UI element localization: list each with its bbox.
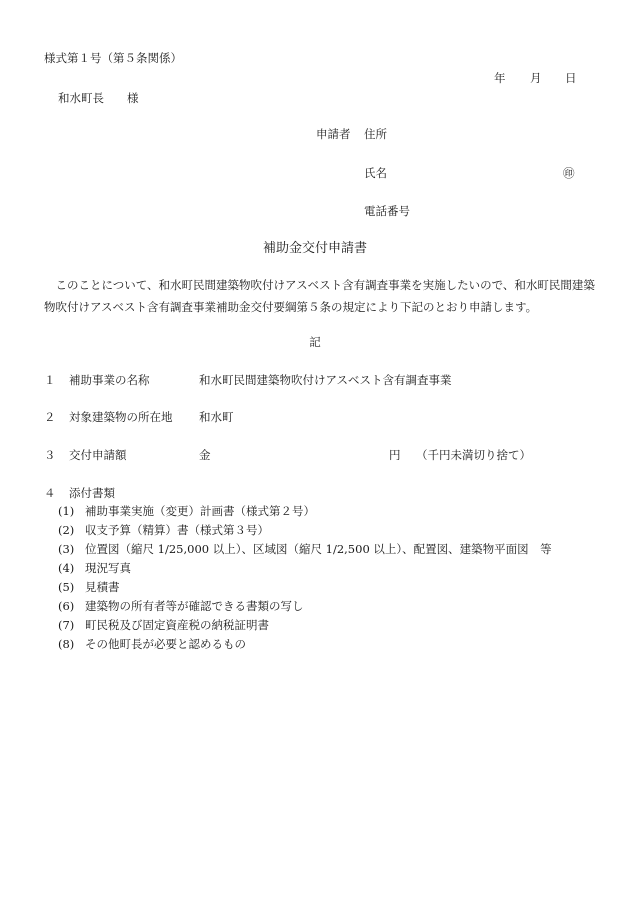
addressee: 和水町長 様 [58,91,139,105]
attachment-number: (1) [58,504,75,518]
item-3-note: （千円未満切り捨て） [416,448,531,462]
form-label: 様式第１号（第５条関係） [44,51,182,65]
seal-mark: ㊞ [563,166,575,180]
attachment-number: (7) [58,618,75,632]
attachment-text: 位置図（縮尺 1/25,000 以上）、区域図（縮尺 1/2,500 以上）、配置図、建築物平面図 等 [85,542,552,556]
attachment-number: (8) [58,637,75,651]
attachment-text: 建築物の所有者等が確認できる書類の写し [85,599,304,613]
item-1-number: １ [44,373,56,387]
applicant-role-label: 申請者 [316,127,351,141]
item-3-unit: 円 [389,448,401,462]
item-4-number: ４ [44,486,56,500]
name-label: 氏名 [364,166,387,180]
attachment-number: (4) [58,561,75,575]
item-3-label: 交付申請額 [69,448,127,462]
attachment-text: 見積書 [85,580,120,594]
attachment-number: (5) [58,580,75,594]
item-1-value: 和水町民間建築物吹付けアスベスト含有調査事業 [199,373,452,387]
item-3-number: ３ [44,448,56,462]
attachment-text: 現況写真 [85,561,131,575]
item-1-label: 補助事業の名称 [69,373,150,387]
attachment-text: その他町長が必要と認めるもの [85,637,246,651]
body-paragraph: このことについて、和水町民間建築物吹付けアスベスト含有調査事業を実施したいので、和水町民間建築物吹付けアスベスト含有調査事業補助金交付要綱第５条の規定により下記のとおり申請します。 [44,278,595,314]
date-day-label: 日 [565,71,577,85]
item-2-label: 対象建築物の所在地 [69,410,173,424]
item-3-prefix: 金 [199,448,211,462]
document-title: 補助金交付申請書 [262,241,367,256]
date-year-label: 年 [494,71,506,85]
phone-label: 電話番号 [364,204,410,218]
date-month-label: 月 [530,71,542,85]
attachment-number: (2) [58,523,75,537]
address-label: 住所 [364,127,387,141]
attachment-text: 補助事業実施（変更）計画書（様式第２号） [85,504,315,518]
attachment-text: 収支予算（精算）書（様式第３号） [85,523,269,537]
ki-heading: 記 [309,335,321,349]
attachment-number: (3) [58,542,75,556]
item-4-label: 添付書類 [69,486,115,500]
attachment-number: (6) [58,599,75,613]
item-2-value: 和水町 [199,410,234,424]
item-2-number: ２ [44,410,56,424]
attachment-text: 町民税及び固定資産税の納税証明書 [85,618,269,632]
